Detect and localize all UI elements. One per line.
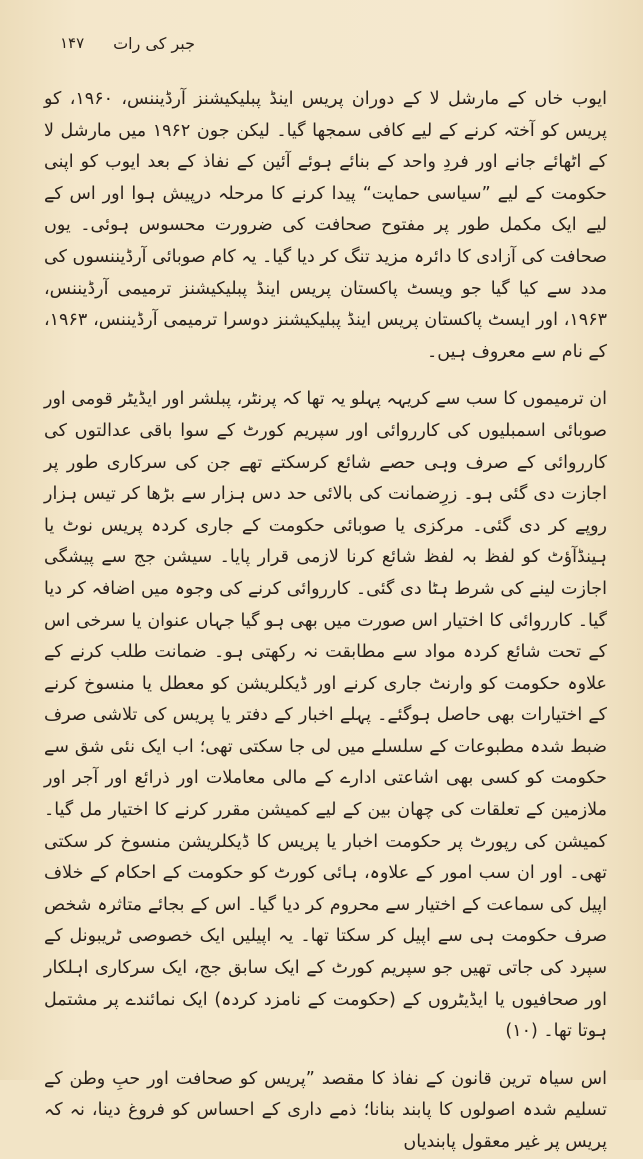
page-body [44,84,608,1152]
paragraph-2: ان ترمیموں کا سب سے کریہہ پہلو یہ تھا کہ پرنٹر، پبلشر اور ایڈیٹر قومی اور صوبائی اسمبلیوں کی کارروائی اور سپریم کورٹ کے سوا باقی عدالتوں کی کارروائی کے صرف وہی حصے شائع کرسکتے تھے جن کی سرکاری طور پر اجازت دی گئی ہو۔ زرِضمانت کی بالائی حد دس ہزار سے بڑھا کر تیس ہزار روپے کر دی گئی۔ مرکزی یا صوبائی حکومت کے جاری کردہ پریس نوٹ یا ہینڈآؤٹ کو لفظ بہ لفظ شائع کرنا لازمی قرار پایا۔ سیشن جج سے پیشگی اجازت لینے کی شرط ہٹا دی گئی۔ کارروائی کرنے کی وجوہ میں اضافہ کر دیا گیا۔ کارروائی کا اختیار اس صورت میں بھی ہو گیا جہاں عنوان یا سرخی اس کے تحت شائع کردہ مواد سے مطابقت نہ رکھتی ہو۔ ضمانت طلب کرنے کے علاوہ حکومت کو وارنٹ جاری کرنے اور ڈیکلریشن کو معطل یا منسوخ کرنے کے اختیارات بھی حاصل ہوگئے۔ پہلے اخبار کے دفتر یا پریس کی تلاشی صرف ضبط شدہ مطبوعات کے سلسلے میں لی جا سکتی تھی؛ اب ایک نئی شق سے حکومت کو کسی بھی اشاعتی ادارے کے مالی معاملات اور ذرائع اور آجر اور ملازمین کے تعلقات کی چھان بین کے لیے کمیشن مقرر کرنے کا اختیار مل گیا۔ کمیشن کی رپورٹ پر حکومت اخبار یا پریس کا ڈیکلریشن منسوخ کر سکتی تھی۔ اور ان سب امور کے علاوہ، ہائی کورٹ کو حکومت کے احکام کے خلاف اپیل کی سماعت کے اختیار سے محروم کر دیا گیا۔ اس کے بجائے متاثرہ شخص صرف حکومت ہی سے اپیل کر سکتا تھا۔ یہ اپیلیں ایک خصوصی ٹریبونل کے سپرد کی جاتی تھیں جو سپریم کورٹ کے ایک سابق جج، ایک سرکاری اہلکار اور صحافیوں یا ایڈیٹروں کے (حکومت کے نامزد کردہ) ایک نمائندے پر مشتمل ہوتا تھا۔ (۱۰) [44,389,607,1042]
running-title: جبر کی رات [113,34,195,53]
page-header [60,34,583,62]
page-number: ۱۴۷ [60,34,85,52]
paragraph-3: اس سیاہ ترین قانون کے نفاذ کا مقصد ”پریس کو صحافت اور حبِ وطن کے تسلیم شدہ اصولوں کا پابند بنانا؛ ذمے داری کے احساس کو فروغ دینا، نہ کہ پریس پر غیر معقول پابندیاں [44,1068,607,1152]
paragraph-1: ایوب خاں کے مارشل لا کے دوران پریس اینڈ پبلیکیشنز آرڈیننس، ۱۹۶۰، کو پریس کو آختہ کرنے کے لیے کافی سمجھا گیا۔ لیکن جون ۱۹۶۲ میں مارشل لا کے اٹھائے جانے اور فردِ واحد کے بنائے ہوئے آئین کے نفاذ کے بعد ایوب کو اپنی حکومت کے لیے ”سیاسی حمایت“ پیدا کرنے کا مرحلہ درپیش ہوا اور اس کے لیے ایک مکمل طور پر مفتوح صحافت کی ضرورت محسوس ہوئی۔ یوں صحافت کی آزادی کا دائرہ مزید تنگ کر دیا گیا۔ یہ کام صوبائی آرڈیننسوں کی مدد سے کیا گیا جو ویسٹ پاکستان پریس اینڈ پبلیکیشنز ترمیمی آرڈیننس، ۱۹۶۳، اور ایسٹ پاکستان پریس اینڈ پبلیکیشنز دوسرا ترمیمی آرڈیننس، ۱۹۶۳، کے نام سے معروف ہیں۔ [44,89,608,362]
